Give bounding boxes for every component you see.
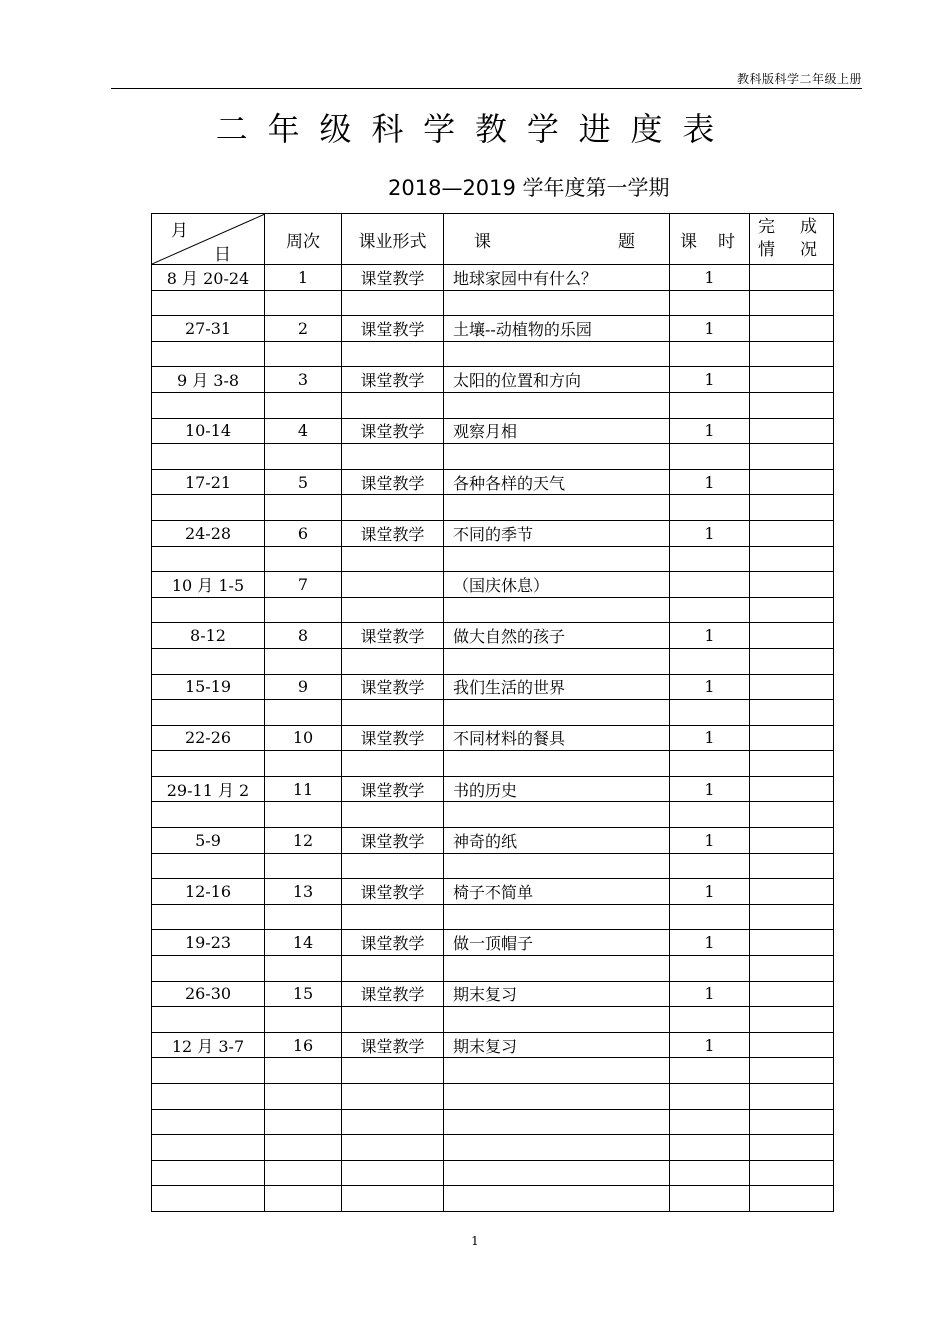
table-row bbox=[152, 930, 834, 956]
date-cell: 19-23 bbox=[152, 930, 265, 956]
header-topic bbox=[444, 214, 670, 265]
form-cell: 课堂教学 bbox=[342, 265, 444, 291]
status-cell bbox=[750, 930, 834, 956]
week-cell bbox=[265, 1160, 342, 1186]
date-cell bbox=[152, 904, 265, 930]
date-cell bbox=[152, 802, 265, 828]
date-cell bbox=[152, 341, 265, 367]
form-cell: 课堂教学 bbox=[342, 316, 444, 342]
header-status-char-2: 成 bbox=[800, 217, 817, 237]
table-row bbox=[152, 700, 834, 726]
header-hours-char-1: 课 bbox=[680, 231, 697, 252]
status-cell bbox=[750, 1186, 834, 1212]
week-cell bbox=[265, 444, 342, 470]
page-subtitle: 2018—2019 学年度第一学期 bbox=[388, 176, 670, 200]
page-title: 二年级科学教学进度表 bbox=[215, 110, 735, 148]
status-cell bbox=[750, 444, 834, 470]
hours-cell bbox=[670, 392, 750, 418]
hours-cell: 1 bbox=[670, 828, 750, 854]
form-cell bbox=[342, 1084, 444, 1110]
status-cell bbox=[750, 469, 834, 495]
topic-cell bbox=[444, 904, 670, 930]
topic-cell bbox=[444, 1186, 670, 1212]
header-rule bbox=[111, 88, 862, 89]
table-row bbox=[152, 648, 834, 674]
date-cell: 8-12 bbox=[152, 623, 265, 649]
hours-cell: 1 bbox=[670, 623, 750, 649]
form-cell bbox=[342, 444, 444, 470]
week-cell: 7 bbox=[265, 572, 342, 598]
topic-cell bbox=[444, 700, 670, 726]
form-cell: 课堂教学 bbox=[342, 930, 444, 956]
header-week: 周次 bbox=[265, 214, 342, 265]
hours-cell bbox=[670, 1186, 750, 1212]
form-cell: 课堂教学 bbox=[342, 623, 444, 649]
status-cell bbox=[750, 341, 834, 367]
date-cell bbox=[152, 1186, 265, 1212]
week-cell bbox=[265, 700, 342, 726]
hours-cell: 1 bbox=[670, 265, 750, 291]
table-row bbox=[152, 265, 834, 291]
week-cell: 2 bbox=[265, 316, 342, 342]
hours-cell bbox=[670, 1160, 750, 1186]
form-cell bbox=[342, 802, 444, 828]
hours-cell bbox=[670, 904, 750, 930]
table-row bbox=[152, 904, 834, 930]
form-cell bbox=[342, 853, 444, 879]
table-row bbox=[152, 316, 834, 342]
topic-cell bbox=[444, 444, 670, 470]
status-cell bbox=[750, 751, 834, 777]
table-row bbox=[152, 572, 834, 598]
form-cell bbox=[342, 1007, 444, 1033]
status-cell bbox=[750, 1109, 834, 1135]
week-cell bbox=[265, 802, 342, 828]
hours-cell: 1 bbox=[670, 981, 750, 1007]
form-cell: 课堂教学 bbox=[342, 367, 444, 393]
date-cell bbox=[152, 1135, 265, 1161]
form-cell bbox=[342, 495, 444, 521]
table-row bbox=[152, 546, 834, 572]
topic-cell bbox=[444, 546, 670, 572]
week-cell: 13 bbox=[265, 879, 342, 905]
table-header-row bbox=[152, 214, 834, 265]
form-cell bbox=[342, 1109, 444, 1135]
header-day: 日 bbox=[214, 245, 231, 265]
week-cell bbox=[265, 392, 342, 418]
status-cell bbox=[750, 367, 834, 393]
week-cell bbox=[265, 956, 342, 982]
date-cell: 10-14 bbox=[152, 418, 265, 444]
week-cell: 3 bbox=[265, 367, 342, 393]
week-cell bbox=[265, 546, 342, 572]
header-topic-char-2: 题 bbox=[618, 231, 635, 252]
hours-cell bbox=[670, 597, 750, 623]
week-cell: 6 bbox=[265, 520, 342, 546]
week-cell bbox=[265, 904, 342, 930]
form-cell bbox=[342, 648, 444, 674]
hours-cell bbox=[670, 700, 750, 726]
topic-cell bbox=[444, 751, 670, 777]
status-cell bbox=[750, 828, 834, 854]
topic-cell: 椅子不简单 bbox=[444, 879, 670, 905]
status-cell bbox=[750, 879, 834, 905]
status-cell bbox=[750, 853, 834, 879]
hours-cell: 1 bbox=[670, 1032, 750, 1058]
status-cell bbox=[750, 725, 834, 751]
hours-cell bbox=[670, 444, 750, 470]
table-body bbox=[152, 265, 834, 1212]
table-row bbox=[152, 981, 834, 1007]
table-row bbox=[152, 879, 834, 905]
date-cell bbox=[152, 700, 265, 726]
table-row bbox=[152, 597, 834, 623]
week-cell bbox=[265, 1058, 342, 1084]
status-cell bbox=[750, 623, 834, 649]
week-cell: 1 bbox=[265, 265, 342, 291]
topic-cell bbox=[444, 1007, 670, 1033]
table-row bbox=[152, 495, 834, 521]
date-cell bbox=[152, 597, 265, 623]
status-cell bbox=[750, 546, 834, 572]
hours-cell: 1 bbox=[670, 367, 750, 393]
status-cell bbox=[750, 981, 834, 1007]
hours-cell bbox=[670, 572, 750, 598]
status-cell bbox=[750, 418, 834, 444]
hours-cell: 1 bbox=[670, 674, 750, 700]
topic-cell bbox=[444, 1160, 670, 1186]
form-cell: 课堂教学 bbox=[342, 418, 444, 444]
table-row bbox=[152, 623, 834, 649]
form-cell bbox=[342, 1058, 444, 1084]
hours-cell bbox=[670, 751, 750, 777]
table-row bbox=[152, 290, 834, 316]
status-cell bbox=[750, 520, 834, 546]
table-row bbox=[152, 1007, 834, 1033]
table-row bbox=[152, 674, 834, 700]
table-row bbox=[152, 444, 834, 470]
hours-cell bbox=[670, 1135, 750, 1161]
table-row bbox=[152, 520, 834, 546]
form-cell bbox=[342, 1160, 444, 1186]
topic-cell bbox=[444, 1084, 670, 1110]
topic-cell bbox=[444, 341, 670, 367]
date-cell: 10 月 1-5 bbox=[152, 572, 265, 598]
topic-cell bbox=[444, 1109, 670, 1135]
table-row bbox=[152, 802, 834, 828]
topic-cell: 我们生活的世界 bbox=[444, 674, 670, 700]
table-row bbox=[152, 751, 834, 777]
topic-cell: 土壤--动植物的乐园 bbox=[444, 316, 670, 342]
week-cell: 10 bbox=[265, 725, 342, 751]
date-cell: 27-31 bbox=[152, 316, 265, 342]
date-cell: 5-9 bbox=[152, 828, 265, 854]
hours-cell: 1 bbox=[670, 520, 750, 546]
form-cell bbox=[342, 572, 444, 598]
hours-cell bbox=[670, 341, 750, 367]
topic-cell bbox=[444, 853, 670, 879]
hours-cell bbox=[670, 1058, 750, 1084]
date-cell bbox=[152, 751, 265, 777]
week-cell bbox=[265, 648, 342, 674]
header-month: 月 bbox=[171, 221, 188, 241]
date-cell: 12 月 3-7 bbox=[152, 1032, 265, 1058]
week-cell bbox=[265, 1084, 342, 1110]
form-cell bbox=[342, 904, 444, 930]
table-row bbox=[152, 853, 834, 879]
date-cell bbox=[152, 648, 265, 674]
week-cell: 4 bbox=[265, 418, 342, 444]
date-cell bbox=[152, 392, 265, 418]
form-cell bbox=[342, 290, 444, 316]
topic-cell bbox=[444, 392, 670, 418]
status-cell bbox=[750, 572, 834, 598]
date-cell bbox=[152, 546, 265, 572]
table-row bbox=[152, 1186, 834, 1212]
table-row bbox=[152, 776, 834, 802]
topic-cell: 期末复习 bbox=[444, 981, 670, 1007]
date-cell bbox=[152, 1109, 265, 1135]
status-cell bbox=[750, 674, 834, 700]
table-row bbox=[152, 956, 834, 982]
topic-cell: 不同的季节 bbox=[444, 520, 670, 546]
header-status bbox=[750, 214, 834, 265]
header-form: 课业形式 bbox=[342, 214, 444, 265]
hours-cell bbox=[670, 290, 750, 316]
date-cell bbox=[152, 290, 265, 316]
status-cell bbox=[750, 1135, 834, 1161]
status-cell bbox=[750, 1007, 834, 1033]
topic-cell bbox=[444, 802, 670, 828]
table-row bbox=[152, 1160, 834, 1186]
topic-cell: 做一顶帽子 bbox=[444, 930, 670, 956]
table-row bbox=[152, 418, 834, 444]
form-cell: 课堂教学 bbox=[342, 828, 444, 854]
week-cell: 12 bbox=[265, 828, 342, 854]
date-cell: 12-16 bbox=[152, 879, 265, 905]
form-cell bbox=[342, 597, 444, 623]
topic-cell bbox=[444, 597, 670, 623]
topic-cell: （国庆休息） bbox=[444, 572, 670, 598]
week-cell bbox=[265, 341, 342, 367]
date-cell: 24-28 bbox=[152, 520, 265, 546]
week-cell bbox=[265, 751, 342, 777]
date-cell: 22-26 bbox=[152, 725, 265, 751]
date-cell bbox=[152, 495, 265, 521]
topic-cell: 观察月相 bbox=[444, 418, 670, 444]
form-cell: 课堂教学 bbox=[342, 520, 444, 546]
form-cell: 课堂教学 bbox=[342, 879, 444, 905]
status-cell bbox=[750, 802, 834, 828]
hours-cell bbox=[670, 956, 750, 982]
form-cell: 课堂教学 bbox=[342, 725, 444, 751]
document-header: 教科版科学二年级上册 bbox=[736, 72, 862, 86]
status-cell bbox=[750, 1032, 834, 1058]
hours-cell bbox=[670, 802, 750, 828]
schedule-table bbox=[151, 213, 834, 1212]
form-cell: 课堂教学 bbox=[342, 1032, 444, 1058]
week-cell: 9 bbox=[265, 674, 342, 700]
status-cell bbox=[750, 904, 834, 930]
table-row bbox=[152, 341, 834, 367]
status-cell bbox=[750, 1160, 834, 1186]
topic-cell: 不同材料的餐具 bbox=[444, 725, 670, 751]
table-row bbox=[152, 469, 834, 495]
header-status-char-4: 况 bbox=[800, 240, 817, 260]
table-row bbox=[152, 1135, 834, 1161]
date-cell bbox=[152, 853, 265, 879]
date-cell bbox=[152, 1084, 265, 1110]
date-cell bbox=[152, 1007, 265, 1033]
page-number: 1 bbox=[471, 1234, 479, 1248]
form-cell bbox=[342, 956, 444, 982]
form-cell bbox=[342, 392, 444, 418]
topic-cell: 各种各样的天气 bbox=[444, 469, 670, 495]
header-hours bbox=[670, 214, 750, 265]
date-cell: 8 月 20-24 bbox=[152, 265, 265, 291]
hours-cell: 1 bbox=[670, 776, 750, 802]
topic-cell bbox=[444, 290, 670, 316]
status-cell bbox=[750, 290, 834, 316]
week-cell: 15 bbox=[265, 981, 342, 1007]
date-cell: 17-21 bbox=[152, 469, 265, 495]
form-cell: 课堂教学 bbox=[342, 981, 444, 1007]
table-row bbox=[152, 1109, 834, 1135]
form-cell bbox=[342, 1135, 444, 1161]
hours-cell: 1 bbox=[670, 879, 750, 905]
week-cell: 14 bbox=[265, 930, 342, 956]
week-cell bbox=[265, 1186, 342, 1212]
table-row bbox=[152, 1032, 834, 1058]
hours-cell bbox=[670, 1084, 750, 1110]
hours-cell: 1 bbox=[670, 469, 750, 495]
date-cell bbox=[152, 1058, 265, 1084]
topic-cell bbox=[444, 956, 670, 982]
topic-cell: 期末复习 bbox=[444, 1032, 670, 1058]
hours-cell bbox=[670, 648, 750, 674]
table-row bbox=[152, 725, 834, 751]
status-cell bbox=[750, 265, 834, 291]
status-cell bbox=[750, 1058, 834, 1084]
form-cell: 课堂教学 bbox=[342, 469, 444, 495]
week-cell: 8 bbox=[265, 623, 342, 649]
date-cell: 26-30 bbox=[152, 981, 265, 1007]
topic-cell: 地球家园中有什么？ bbox=[444, 265, 670, 291]
date-cell bbox=[152, 956, 265, 982]
topic-cell: 神奇的纸 bbox=[444, 828, 670, 854]
week-cell bbox=[265, 1007, 342, 1033]
week-cell: 5 bbox=[265, 469, 342, 495]
date-cell: 15-19 bbox=[152, 674, 265, 700]
date-cell: 29-11 月 2 bbox=[152, 776, 265, 802]
status-cell bbox=[750, 776, 834, 802]
hours-cell: 1 bbox=[670, 418, 750, 444]
status-cell bbox=[750, 956, 834, 982]
status-cell bbox=[750, 392, 834, 418]
topic-cell bbox=[444, 648, 670, 674]
topic-cell bbox=[444, 1058, 670, 1084]
table-row bbox=[152, 392, 834, 418]
form-cell bbox=[342, 1186, 444, 1212]
week-cell bbox=[265, 495, 342, 521]
topic-cell bbox=[444, 495, 670, 521]
table-row bbox=[152, 1084, 834, 1110]
topic-cell: 太阳的位置和方向 bbox=[444, 367, 670, 393]
header-topic-char-1: 课 bbox=[474, 231, 491, 252]
hours-cell bbox=[670, 546, 750, 572]
form-cell bbox=[342, 546, 444, 572]
hours-cell bbox=[670, 1007, 750, 1033]
header-hours-char-2: 时 bbox=[718, 231, 735, 252]
header-status-char-3: 情 bbox=[758, 240, 775, 260]
hours-cell bbox=[670, 853, 750, 879]
status-cell bbox=[750, 597, 834, 623]
diagonal-divider bbox=[152, 214, 265, 264]
form-cell bbox=[342, 751, 444, 777]
date-cell bbox=[152, 1160, 265, 1186]
table-row bbox=[152, 367, 834, 393]
topic-cell: 做大自然的孩子 bbox=[444, 623, 670, 649]
status-cell bbox=[750, 700, 834, 726]
week-cell bbox=[265, 1135, 342, 1161]
week-cell: 16 bbox=[265, 1032, 342, 1058]
status-cell bbox=[750, 316, 834, 342]
status-cell bbox=[750, 1084, 834, 1110]
hours-cell: 1 bbox=[670, 725, 750, 751]
hours-cell bbox=[670, 1109, 750, 1135]
week-cell: 11 bbox=[265, 776, 342, 802]
week-cell bbox=[265, 853, 342, 879]
status-cell bbox=[750, 648, 834, 674]
topic-cell bbox=[444, 1135, 670, 1161]
form-cell bbox=[342, 341, 444, 367]
date-cell bbox=[152, 444, 265, 470]
header-status-char-1: 完 bbox=[758, 217, 775, 237]
week-cell bbox=[265, 1109, 342, 1135]
form-cell bbox=[342, 700, 444, 726]
status-cell bbox=[750, 495, 834, 521]
form-cell: 课堂教学 bbox=[342, 776, 444, 802]
week-cell bbox=[265, 597, 342, 623]
table-row bbox=[152, 828, 834, 854]
date-cell: 9 月 3-8 bbox=[152, 367, 265, 393]
form-cell: 课堂教学 bbox=[342, 674, 444, 700]
hours-cell: 1 bbox=[670, 316, 750, 342]
hours-cell bbox=[670, 495, 750, 521]
topic-cell: 书的历史 bbox=[444, 776, 670, 802]
table-row bbox=[152, 1058, 834, 1084]
header-month-day bbox=[152, 214, 265, 265]
hours-cell: 1 bbox=[670, 930, 750, 956]
week-cell bbox=[265, 290, 342, 316]
